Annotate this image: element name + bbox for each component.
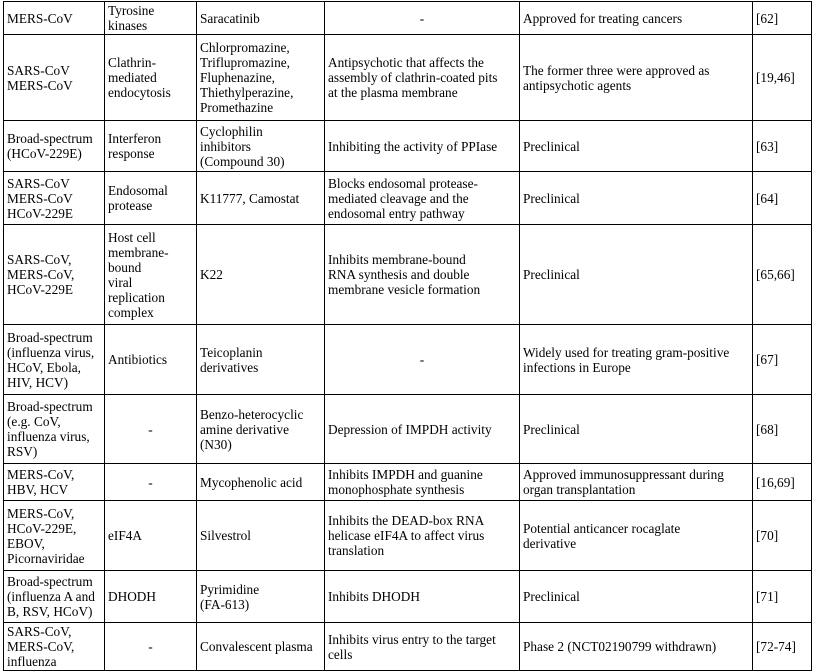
table-row [4,121,812,172]
compound-cell: K22 [197,225,325,325]
table-row [4,172,812,225]
reference-cell: [63] [753,121,812,172]
target-cell: Antibiotics [105,325,197,395]
drug-table [3,1,812,671]
virus-cell: SARS-CoV MERS-CoV HCoV-229E [4,172,105,225]
table-row [4,501,812,571]
table-row [4,2,812,35]
table-row [4,395,812,464]
status-cell: The former three were approved as antipsychotic agents [520,35,753,121]
compound-cell: Pyrimidine (FA-613) [197,571,325,623]
mechanism-cell: Inhibiting the activity of PPIase [325,121,520,172]
table-row [4,571,812,623]
drug-table-body [4,2,812,671]
table-row [4,464,812,501]
compound-cell: K11777, Camostat [197,172,325,225]
status-cell: Preclinical [520,172,753,225]
table-row [4,623,812,671]
mechanism-cell: Inhibits the DEAD-box RNA helicase eIF4A to affect virus translation [325,501,520,571]
reference-cell: [67] [753,325,812,395]
virus-cell: SARS-CoV, MERS-CoV, HCoV-229E [4,225,105,325]
status-cell: Approved immunosuppressant during organ transplantation [520,464,753,501]
reference-cell: [16,69] [753,464,812,501]
table-row [4,225,812,325]
mechanism-cell: - [325,325,520,395]
status-cell: Preclinical [520,121,753,172]
virus-cell: SARS-CoV MERS-CoV [4,35,105,121]
reference-cell: [19,46] [753,35,812,121]
status-cell: Preclinical [520,225,753,325]
compound-cell: Saracatinib [197,2,325,35]
mechanism-cell: Blocks endosomal protease- mediated cleavage and the endosomal entry pathway [325,172,520,225]
status-cell: Approved for treating cancers [520,2,753,35]
target-cell: - [105,623,197,671]
virus-cell: Broad-spectrum (influenza A and B, RSV, HCoV) [4,571,105,623]
target-cell: Host cell membrane- bound viral replication complex [105,225,197,325]
target-cell: DHODH [105,571,197,623]
compound-cell: Chlorpromazine, Triflupromazine, Fluphenazine, Thiethylperazine, Promethazine [197,35,325,121]
virus-cell: Broad-spectrum (influenza virus, HCoV, Ebola, HIV, HCV) [4,325,105,395]
virus-cell: SARS-CoV, MERS-CoV, influenza [4,623,105,671]
mechanism-cell: Inhibits IMPDH and guanine monophosphate synthesis [325,464,520,501]
target-cell: Endosomal protease [105,172,197,225]
virus-cell: Broad-spectrum (HCoV-229E) [4,121,105,172]
compound-cell: Cyclophilin inhibitors (Compound 30) [197,121,325,172]
status-cell: Potential anticancer rocaglate derivative [520,501,753,571]
table-row [4,325,812,395]
compound-cell: Benzo-heterocyclic amine derivative (N30) [197,395,325,464]
status-cell: Preclinical [520,395,753,464]
reference-cell: [72-74] [753,623,812,671]
reference-cell: [65,66] [753,225,812,325]
reference-cell: [64] [753,172,812,225]
mechanism-cell: Antipsychotic that affects the assembly of clathrin-coated pits at the plasma membrane [325,35,520,121]
target-cell: Tyrosine kinases [105,2,197,35]
status-cell: Widely used for treating gram-positive infections in Europe [520,325,753,395]
target-cell: eIF4A [105,501,197,571]
compound-cell: Mycophenolic acid [197,464,325,501]
target-cell: - [105,395,197,464]
virus-cell: MERS-CoV [4,2,105,35]
compound-cell: Silvestrol [197,501,325,571]
mechanism-cell: Inhibits virus entry to the target cells [325,623,520,671]
reference-cell: [68] [753,395,812,464]
mechanism-cell: - [325,2,520,35]
virus-cell: MERS-CoV, HBV, HCV [4,464,105,501]
mechanism-cell: Inhibits membrane-bound RNA synthesis and double membrane vesicle formation [325,225,520,325]
target-cell: Clathrin- mediated endocytosis [105,35,197,121]
table-row [4,35,812,121]
reference-cell: [70] [753,501,812,571]
mechanism-cell: Inhibits DHODH [325,571,520,623]
reference-cell: [62] [753,2,812,35]
target-cell: - [105,464,197,501]
virus-cell: MERS-CoV, HCoV-229E, EBOV, Picornaviridae [4,501,105,571]
mechanism-cell: Depression of IMPDH activity [325,395,520,464]
compound-cell: Convalescent plasma [197,623,325,671]
status-cell: Preclinical [520,571,753,623]
reference-cell: [71] [753,571,812,623]
status-cell: Phase 2 (NCT02190799 withdrawn) [520,623,753,671]
target-cell: Interferon response [105,121,197,172]
virus-cell: Broad-spectrum (e.g. CoV, influenza virus, RSV) [4,395,105,464]
compound-cell: Teicoplanin derivatives [197,325,325,395]
